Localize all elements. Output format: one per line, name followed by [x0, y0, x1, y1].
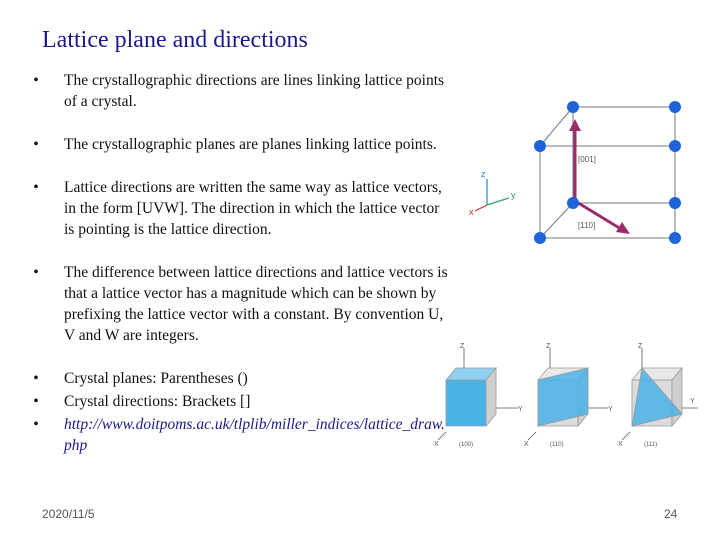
plane-100-figure: [434, 343, 523, 448]
plane-axis-x: X: [618, 441, 623, 448]
bullet-dot: •: [33, 393, 39, 410]
plane-axis-z: Z: [546, 343, 551, 350]
bullet-text: The difference between lattice directions and lattice vectors is that a lattice vector has a magnitude which can be shown by prefixing the lattice vector with a constant. By convention U, V and W are integers.: [64, 264, 448, 344]
plane-axis-z: Z: [460, 343, 465, 350]
cube-direction-figure: [465, 95, 695, 255]
bullet-list: [28, 70, 448, 456]
lattice-point: [534, 140, 546, 152]
plane-label: (110): [550, 442, 564, 448]
bullet-dot: •: [33, 136, 39, 153]
reference-link[interactable]: http://www.doitpoms.ac.uk/tlplib/miller_indices/lattice_draw.php: [64, 416, 445, 454]
plane-axis-z: Z: [638, 343, 643, 350]
lattice-points: [534, 101, 681, 244]
bullet-item: [28, 134, 448, 155]
bullet-dot: •: [33, 416, 39, 433]
bullet-text: The crystallographic planes are planes linking lattice points.: [64, 136, 437, 153]
plane-110-figure: [524, 343, 613, 448]
bullet-dot: •: [33, 179, 39, 196]
lattice-point: [669, 197, 681, 209]
bullet-item: [28, 368, 448, 389]
lattice-point: [669, 101, 681, 113]
axis-z-label: z: [481, 169, 486, 179]
lattice-point: [567, 101, 579, 113]
slide-date: 2020/11/5: [42, 507, 95, 521]
bullet-dot: •: [33, 370, 39, 387]
axis-y-label: y: [511, 190, 516, 200]
plane-axis-y: Y: [518, 406, 523, 413]
slide-title: Lattice plane and directions: [42, 27, 308, 53]
bullet-dot: •: [33, 264, 39, 281]
plane-axis-y: Y: [690, 398, 695, 405]
bullet-dot: •: [33, 72, 39, 89]
label-110: [110]: [578, 221, 596, 230]
plane-label: (111): [644, 442, 658, 448]
lattice-point: [567, 197, 579, 209]
axis-x-label: x: [469, 207, 474, 217]
bullet-text: Crystal directions: Brackets []: [64, 393, 251, 410]
plane-axis-x: X: [524, 441, 529, 448]
cube-edges: [540, 107, 675, 238]
bullet-item: [28, 262, 448, 346]
axes-icon: [469, 169, 516, 217]
bullet-item-link: [28, 414, 448, 456]
label-001: [001]: [578, 155, 596, 164]
slide-page-number: 24: [664, 507, 678, 521]
bullet-text: The crystallographic directions are lines linking lattice points of a crystal.: [64, 72, 445, 110]
bullet-text: Crystal planes: Parentheses (): [64, 370, 248, 387]
plane-axis-x: X: [434, 441, 439, 448]
plane-axis-y: Y: [608, 406, 613, 413]
bullet-item: [28, 391, 448, 412]
lattice-point: [669, 140, 681, 152]
bullet-text: Lattice directions are written the same way as lattice vectors, in the form [UVW]. The direction in which the lattice vector is pointing is the lattice direction.: [64, 179, 442, 238]
bullet-item: [28, 177, 448, 240]
bullet-item: [28, 70, 448, 112]
lattice-point: [534, 232, 546, 244]
crystal-planes-figure: [432, 340, 702, 455]
plane-label: (100): [459, 442, 474, 448]
plane-111-figure: [618, 343, 698, 448]
direction-001-arrowhead: [569, 119, 581, 131]
lattice-point: [669, 232, 681, 244]
